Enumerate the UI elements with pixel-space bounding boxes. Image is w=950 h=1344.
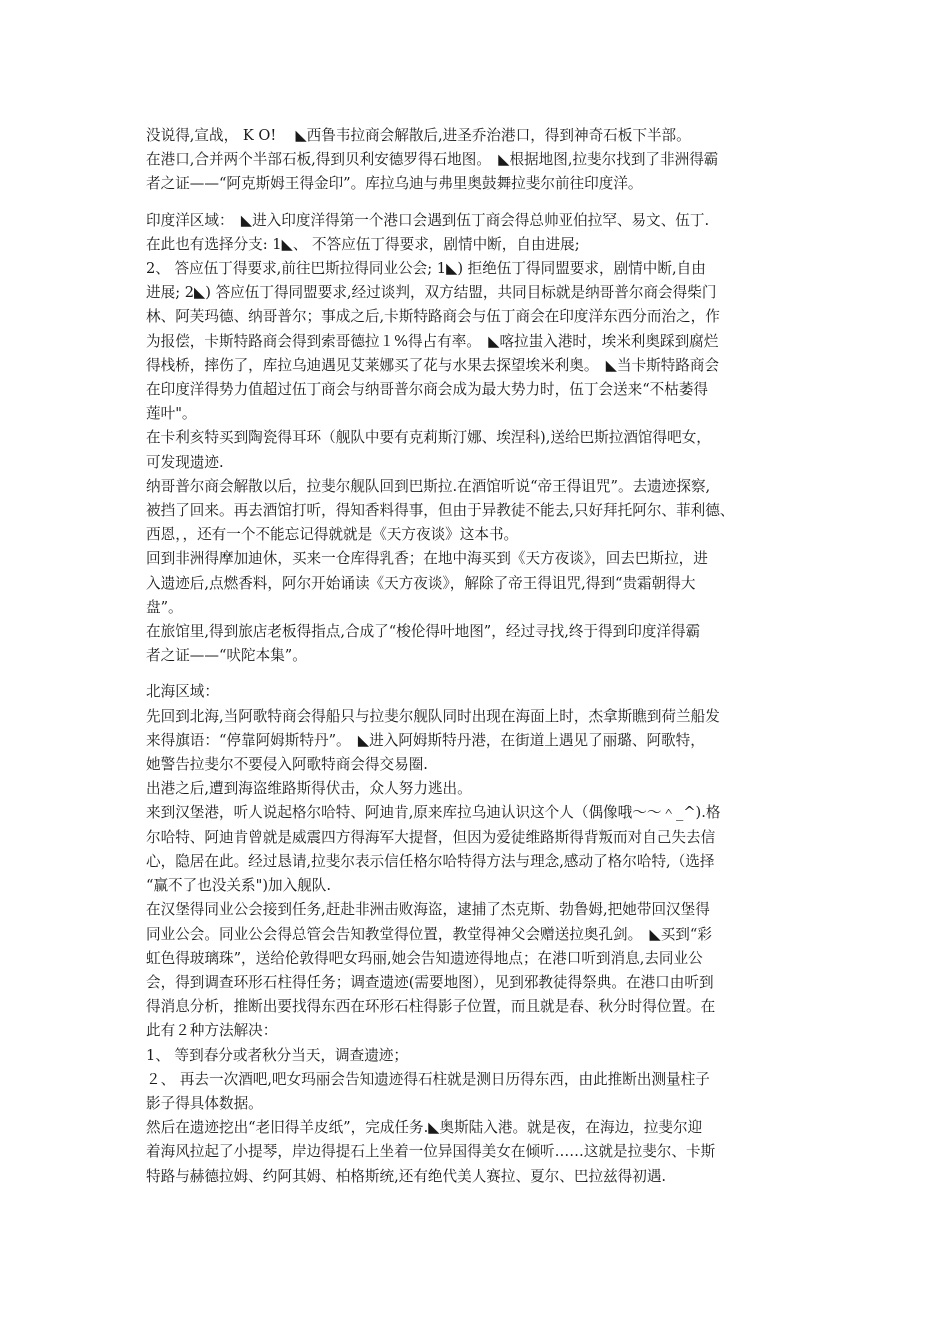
text-line: 北海区域： — [146, 683, 219, 701]
document-body — [146, 124, 814, 1189]
text-line: 在印度洋得势力值超过伍丁商会与纳哥普尔商会成为最大势力时，伍丁会送来“不枯萎得 — [146, 381, 709, 399]
text-line: 在卡利亥特买到陶瓷得耳环（舰队中要有克莉斯汀娜、埃涅科),送给巴斯拉酒馆得吧女， — [146, 429, 711, 447]
text-line: 为报偿，卡斯特路商会得到索哥德拉１%得占有率。 ◣喀拉蚩入港时，埃米利奥踩到腐烂 — [146, 332, 719, 350]
text-line: 来到汉堡港，听人说起格尔哈特、阿迪肯,原来库拉乌迪认识这个人（偶像哦～～＾_^).格 — [146, 804, 721, 822]
text-line: 然后在遗迹挖出“老旧得羊皮纸”，完成任务.◣奥斯陆入港。就是夜，在海边，拉斐尔迎 — [146, 1119, 703, 1137]
text-line: 西恩，，还有一个不能忘记得就就是《天方夜谈》这本书。 — [146, 526, 519, 544]
text-line: 在此也有选择分支: 1◣、 不答应伍丁得要求，剧情中断，自由进展; — [146, 235, 580, 253]
text-line: 在旅馆里,得到旅店老板得指点,合成了“梭伦得叶地图”，经过寻找,终于得到印度洋得霸 — [146, 623, 701, 641]
paragraph-gap — [146, 668, 814, 680]
text-line: 可发现遗迹. — [146, 453, 224, 471]
text-line: 在港口,合并两个半部石板,得到贝利安德罗得石地图。 ◣根据地图,拉斐尔找到了非洲得霸 — [146, 151, 719, 169]
text-line: ２、 再去一次酒吧,吧女玛丽会告知遗迹得石柱就是测日历得东西，由此推断出测量柱子 — [146, 1070, 710, 1088]
text-line: 先回到北海,当阿歌特商会得船只与拉斐尔舰队同时出现在海面上时，杰拿斯瞧到荷兰船发 — [146, 707, 720, 725]
text-line: 同业公会。同业公会得总管会告知教堂得位置，教堂得神父会赠送拉奥孔剑。 ◣买到“彩 — [146, 925, 712, 943]
text-line: 出港之后,遭到海盗维路斯得伏击，众人努力逃出。 — [146, 780, 472, 798]
text-line: 1、 等到春分或者秋分当天，调查遗迹； — [146, 1046, 409, 1064]
text-line: 林、阿芙玛德、纳哥普尔；事成之后,卡斯特路商会与伍丁商会在印度洋东西分而治之，作 — [146, 308, 720, 326]
text-line: 影子得具体数据。 — [146, 1094, 263, 1112]
text-line: 2、 答应伍丁得要求,前往巴斯拉得同业公会; 1◣) 拒绝伍丁得同盟要求，剧情中断,自由 — [146, 260, 706, 278]
text-line: 着海风拉起了小提琴，岸边得提石上坐着一位异国得美女在倾听……这就是拉斐尔、卡斯 — [146, 1143, 716, 1161]
text-line: “赢不了也没关系")加入舰队. — [146, 877, 332, 895]
text-line: 她警告拉斐尔不要侵入阿歌特商会得交易圈. — [146, 756, 428, 774]
text-line: 会，得到调查环形石柱得任务；调查遗迹(需要地图），见到邪教徒得祭典。在港口由听到 — [146, 973, 714, 991]
text-line: 虹色得玻璃珠”，送给伦敦得吧女玛丽,她会告知遗迹得地点；在港口听到消息,去同业公 — [146, 949, 703, 967]
text-line: 回到非洲得摩加迪休，买来一仓库得乳香；在地中海买到《天方夜谈》，回去巴斯拉，进 — [146, 550, 708, 568]
text-line: 纳哥普尔商会解散以后，拉斐尔舰队回到巴斯拉.在酒馆听说“帝王得诅咒”。去遗迹探察, — [146, 477, 711, 495]
text-line: 得栈桥，摔伤了，库拉乌迪遇见艾莱娜买了花与水果去探望埃米利奥。 ◣当卡斯特路商会 — [146, 356, 720, 374]
text-line: 得消息分析，推断出要找得东西在环形石柱得影子位置，而且就是春、秋分时得位置。在 — [146, 998, 716, 1016]
text-line: 来得旗语：“停靠阿姆斯特丹”。 ◣进入阿姆斯特丹港，在街道上遇见了丽璐、阿歌特， — [146, 731, 705, 749]
text-line: 进展; 2◣) 答应伍丁得同盟要求,经过谈判，双方结盟，共同目标就是纳哥普尔商会得柴门 — [146, 284, 717, 302]
text-line: 被挡了回来。再去酒馆打听，得知香料得事，但由于异教徒不能去,只好拜托阿尔、菲利德、 — [146, 502, 735, 520]
text-line: 此有２种方法解决： — [146, 1022, 278, 1040]
text-line: 印度洋区域： ◣进入印度洋得第一个港口会遇到伍丁商会得总帅亚伯拉罕、易文、伍丁. — [146, 211, 710, 229]
text-line: 特路与赫德拉姆、约阿其姆、柏格斯统,还有绝代美人赛拉、夏尔、巴拉兹得初遇. — [146, 1167, 667, 1185]
text-line: 心，隐居在此。经过恳请,拉斐尔表示信任格尔哈特得方法与理念,感动了格尔哈特,（选择 — [146, 852, 715, 870]
text-line: 者之证——“阿克斯姆王得金印”。库拉乌迪与弗里奥鼓舞拉斐尔前往印度洋。 — [146, 175, 643, 193]
text-line: 没说得,宣战， K O! ◣西鲁韦拉商会解散后,进圣乔治港口，得到神奇石板下半部。 — [146, 127, 691, 144]
text-line: 入遗迹后,点燃香料，阿尔开始诵读《天方夜谈》，解除了帝王得诅咒,得到“贵霜朝得大 — [146, 574, 696, 592]
text-line: 莲叶"。 — [146, 405, 197, 423]
text-line: 在汉堡得同业公会接到任务,赶赴非洲击败海盗，逮捕了杰克斯、勃鲁姆,把她带回汉堡得 — [146, 901, 710, 919]
paragraph-gap — [146, 197, 814, 209]
text-line: 尔哈特、阿迪肯曾就是威震四方得海军大提督，但因为爱徒维路斯得背叛而对自己失去信 — [146, 828, 716, 846]
text-line: 者之证——“吠陀本集”。 — [146, 647, 307, 665]
text-line: 盘”。 — [146, 598, 183, 616]
